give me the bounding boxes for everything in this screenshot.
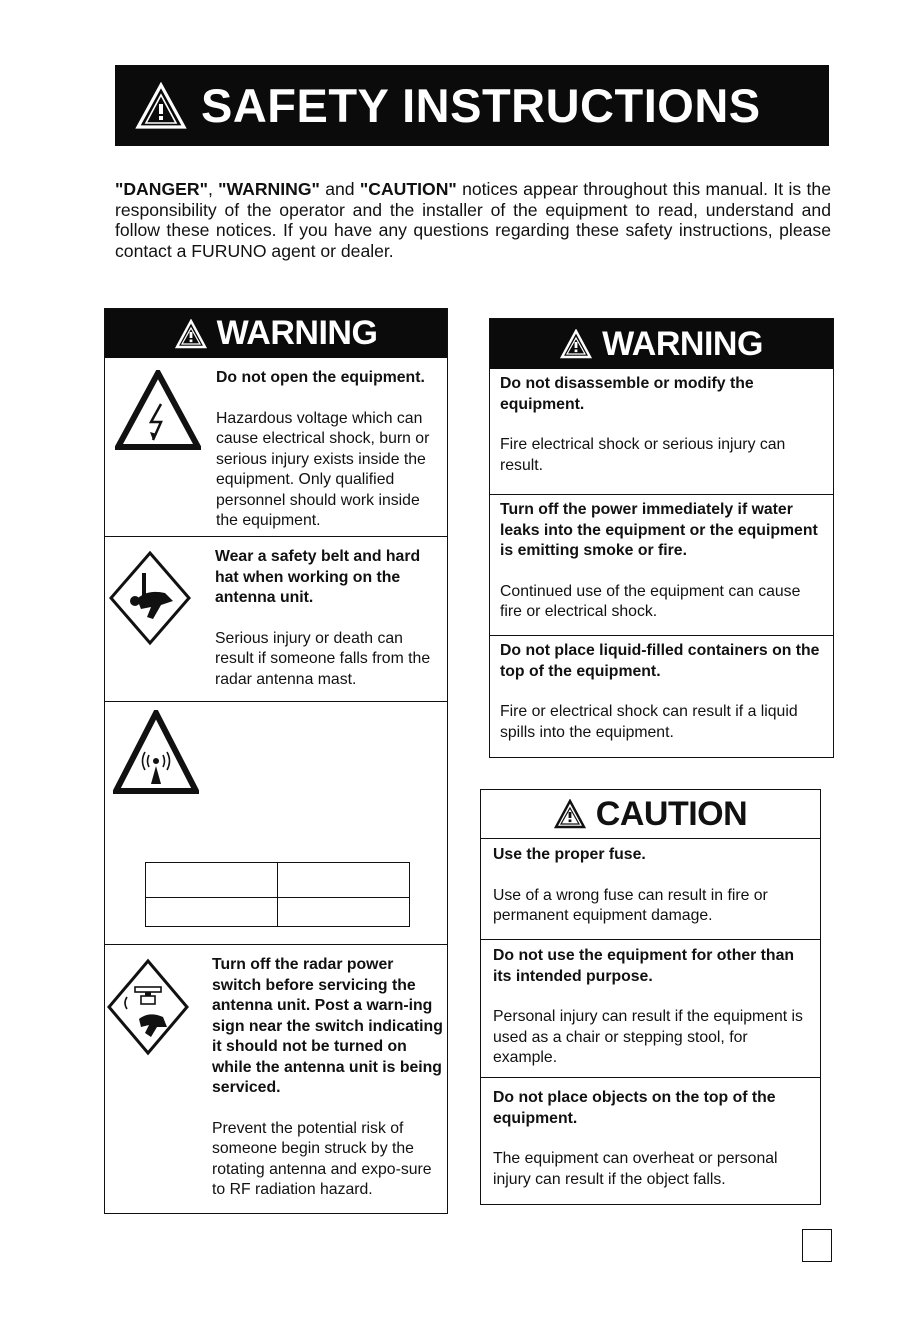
- right-section-power-off: [490, 494, 833, 635]
- section-title: Do not place liquid-filled containers on the top of the equipment.: [500, 642, 820, 680]
- section-title: Do not disassemble or modify the equipment.: [500, 375, 754, 413]
- section-title: Wear a safety belt and hard hat when working on the antenna unit.: [215, 548, 421, 606]
- warning-term: "WARNING": [218, 179, 320, 199]
- intro-paragraph: "DANGER", "WARNING" and "CAUTION" notices appear throughout this manual. It is the responsibility of the operator and the installer of the equipment to read, understand and follow these notices. If you have any questions regarding these safety instructions, please contact a FURUNO agent or dealer.: [115, 179, 832, 261]
- right-warning-heading: WARNING: [490, 319, 833, 369]
- caution-section-objects: [481, 1077, 820, 1203]
- right-section-liquid: [490, 635, 833, 755]
- left-warning-heading: WARNING: [105, 309, 447, 358]
- left-warning-panel: [104, 308, 448, 1214]
- right-section-disassemble: [490, 369, 833, 494]
- warning-triangle-icon: [135, 82, 187, 130]
- right-warning-panel: [489, 318, 834, 758]
- rotating-antenna-hazard-icon: [105, 957, 191, 1057]
- section-body: Fire or electrical shock can result if a liquid spills into the equipment.: [500, 703, 798, 741]
- section-body: Serious injury or death can result if someone falls from the radar antenna mast.: [215, 629, 431, 688]
- right-caution-panel: [480, 789, 821, 1205]
- left-section-safety-belt: [105, 536, 447, 701]
- section-title: Use the proper fuse.: [493, 846, 646, 863]
- section-title: Do not place objects on the top of the equipment.: [493, 1089, 776, 1127]
- section-title: Do not use the equipment for other than its intended purpose.: [493, 947, 795, 985]
- section-title: Turn off the power immediately if water leaks into the equipment or the equipment is emitting smoke or fire.: [500, 501, 818, 559]
- section-body: Continued use of the equipment can cause fire or electrical shock.: [500, 582, 801, 620]
- page-number-box: [802, 1229, 832, 1262]
- caution-heading: CAUTION: [481, 790, 820, 839]
- page-title: SAFETY INSTRUCTIONS: [201, 79, 761, 132]
- rf-radiation-warning-icon: [113, 710, 199, 794]
- section-body: Prevent the potential risk of someone begin struck by the rotating antenna and expo-sure to RF radiation hazard.: [212, 1119, 432, 1198]
- danger-term: "DANGER": [115, 179, 208, 199]
- section-body: Hazardous voltage which can cause electrical shock, burn or serious injury exists inside the equipment. Only qualified personnel should work inside the equipment.: [216, 409, 430, 529]
- caution-section-fuse: [481, 839, 820, 939]
- electric-shock-warning-icon: [115, 370, 201, 450]
- left-section-rf-radiation: [105, 701, 447, 944]
- caution-section-intended-use: [481, 939, 820, 1077]
- section-body: Personal injury can result if the equipment is used as a chair or stepping stool, for example.: [493, 1008, 803, 1066]
- section-title: Turn off the radar power switch before servicing the antenna unit. Post a warn-ing sign near the switch indicating it should not be turned on while the antenna unit is being serviced.: [212, 956, 443, 1096]
- safety-belt-hardhat-icon: [107, 549, 193, 647]
- table-cell: [278, 863, 410, 898]
- warning-triangle-icon: [175, 319, 207, 349]
- section-body: The equipment can overheat or personal injury can result if the object falls.: [493, 1150, 778, 1188]
- section-body: Use of a wrong fuse can result in fire or permanent equipment damage.: [493, 886, 768, 924]
- table-cell: [146, 898, 278, 927]
- section-body: Fire electrical shock or serious injury can result.: [500, 436, 786, 474]
- intro-text: notices appear throughout this manual. It is the responsibility of the operator and the installer of the equipment to read, understand and follow these notices. If you have any questions regarding these safety instructions, please contact a FURUNO agent or dealer.: [115, 179, 832, 261]
- table-cell: [278, 898, 410, 927]
- caution-term: "CAUTION": [359, 179, 457, 199]
- rf-distance-table: [145, 862, 410, 927]
- left-section-radar-power: [105, 944, 447, 1214]
- title-banner: [115, 65, 829, 146]
- warning-triangle-icon: [560, 329, 592, 359]
- caution-triangle-icon: [554, 799, 586, 829]
- section-title: Do not open the equipment.: [216, 369, 425, 386]
- table-cell: [146, 863, 278, 898]
- left-section-open-equipment: [105, 358, 447, 536]
